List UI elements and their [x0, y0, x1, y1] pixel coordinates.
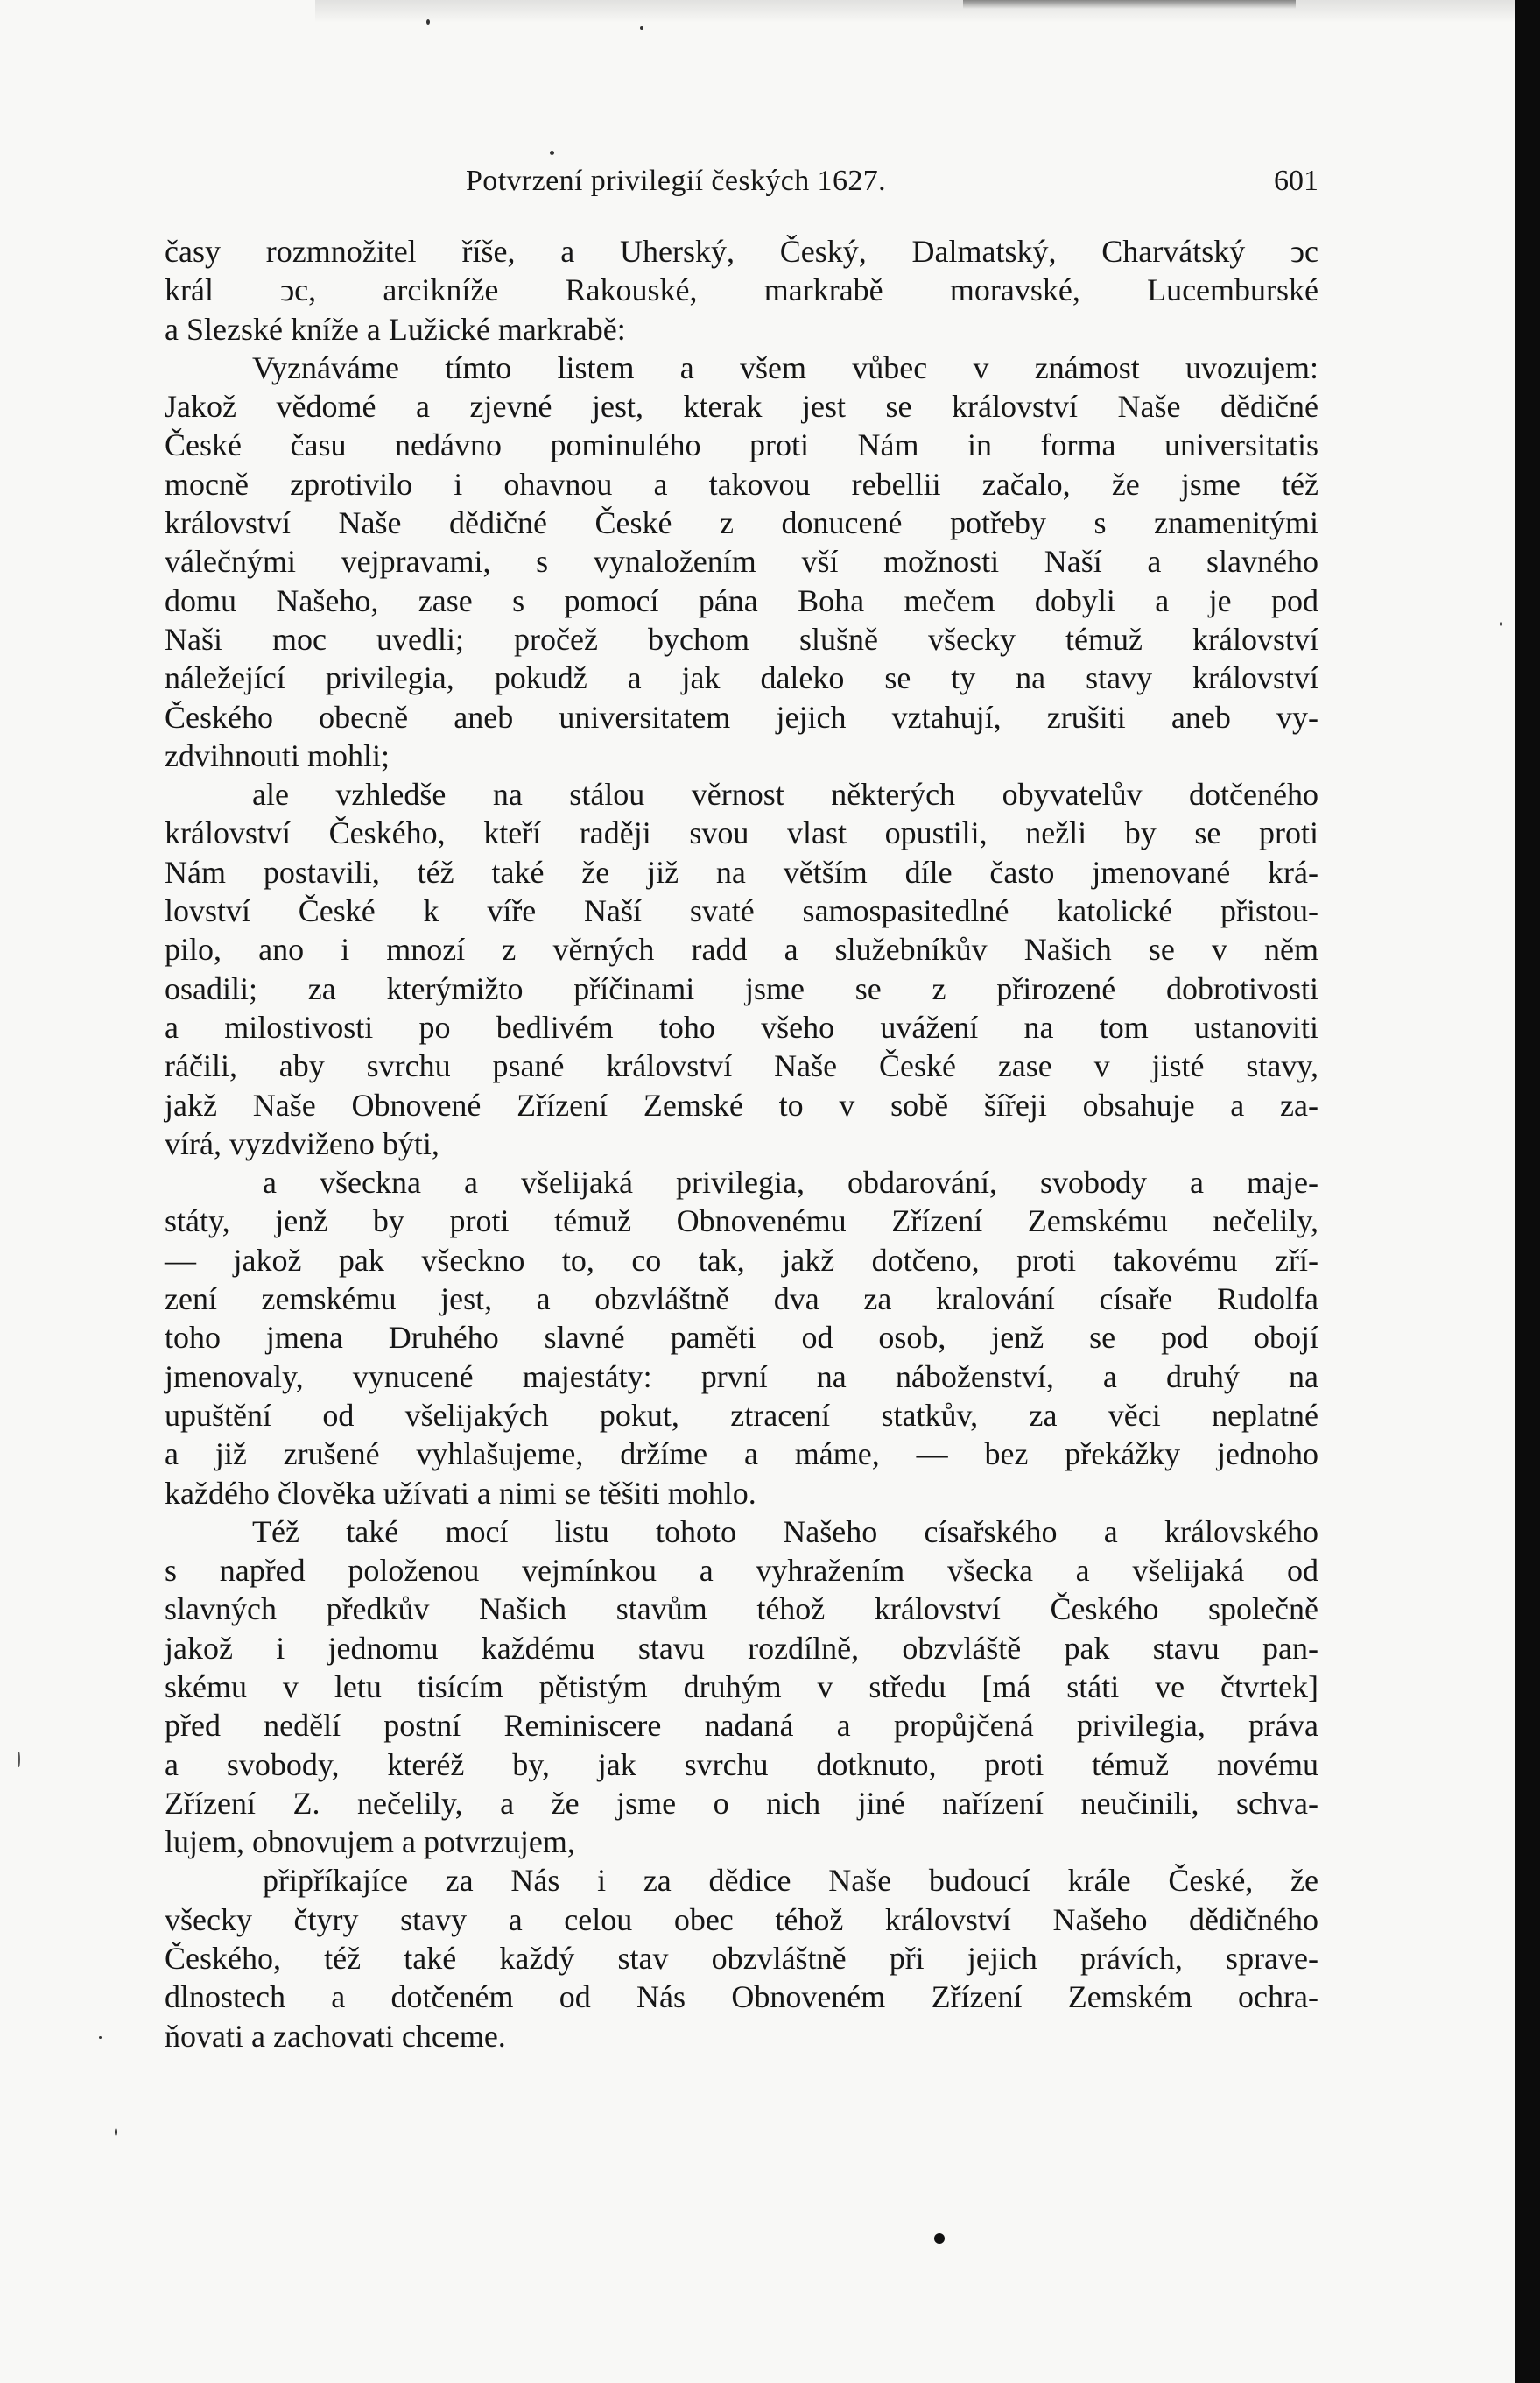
scan-speck — [1500, 622, 1502, 626]
text-line: upuštění od všelijakých pokut, ztracení statkův, za věci neplatné — [165, 1397, 1318, 1433]
text-line: toho jmena Druhého slavné paměti od osob, jenž se pod obojí — [165, 1320, 1318, 1356]
text-line: Jakož vědomé a zjevné jest, kterak jest se království Naše dědičné — [165, 389, 1318, 425]
bullet-mark-icon — [934, 2233, 945, 2244]
text-line: Českého, též také každý stav obzvláštně při jejich právích, sprave- — [165, 1941, 1318, 1977]
text-line: Naši moc uvedli; pročež bychom slušně všecky témuž království — [165, 621, 1318, 657]
text-line: zení zemskému jest, a obzvláštně dva za kralování císaře Rudolfa — [165, 1281, 1318, 1317]
text-line: zdvihnouti mohli; — [165, 737, 390, 773]
text-line: lovství České k víře Naší svaté samospasitedlné katolické přistou- — [165, 893, 1318, 929]
text-line: připříkajíce za Nás i za dědice Naše budoucí krále České, že — [263, 1863, 1318, 1899]
text-line: jmenovaly, vynucené majestáty: první na náboženství, a druhý na — [165, 1358, 1318, 1394]
text-line: Zřízení Z. nečelily, a že jsme o nich jiné nařízení neučinili, schva- — [165, 1785, 1318, 1821]
text-line: a milostivosti po bedlivém toho všeho uvážení na tom ustanoviti — [165, 1009, 1318, 1045]
text-line: každého člověka užívati a nimi se těšiti mohlo. — [165, 1475, 756, 1511]
text-line: slavných předkův Našich stavům téhož království Českého společně — [165, 1591, 1318, 1627]
text-line: a všecknа a všelijaká privilegia, obdarování, svobody a maje- — [263, 1165, 1318, 1201]
text-line: král ͻc, arcikníže Rakouské, markrabě moravské, Lucemburské — [165, 272, 1318, 308]
text-line: a již zrušené vyhlašujeme, držíme a máme, — bez překážky jednoho — [165, 1436, 1318, 1472]
scan-edge-border — [1515, 0, 1540, 2383]
text-line: a Slezské kníže a Lužické markrabě: — [165, 311, 626, 347]
text-line: časy rozmnožitel říše, a Uherský, Český, Dalmatský, Charvátský ͻc — [165, 234, 1318, 269]
text-line: jakž Naše Obnovené Zřízení Zemské to v sobě šířeji obsahuje a za- — [165, 1087, 1318, 1123]
text-line: mocně zprotivilo i ohavnou a takovou rebellii začalo, že jsme též — [165, 466, 1318, 502]
text-line: Českého obecně aneb universitatem jejich vztahují, zrušiti aneb vy- — [165, 699, 1318, 735]
running-title: Potvrzení privilegií českých 1627. — [466, 165, 887, 197]
text-line: jakož i jednomu každému stavu rozdílně, obzvláště pak stavu pan- — [165, 1630, 1318, 1666]
text-line: České času nedávno pominulého proti Nám in forma universitatis — [165, 427, 1318, 463]
text-line: státy, jenž by proti témuž Obnovenému Zřízení Zemskému nečelily, — [165, 1203, 1318, 1239]
text-line: vírá, vyzdviženo býti, — [165, 1125, 439, 1161]
text-line: válečnými vejpravami, s vynaložením vší možnosti Naší a slavného — [165, 544, 1318, 580]
text-line: ale vzhledše na stálou věrnost některých obyvatelův dotčeného — [252, 777, 1318, 813]
text-line: království Českého, kteří raději svou vlast opustili, nežli by se proti — [165, 815, 1318, 851]
text-line: Nám postavili, též také že již na větším díle často jmenované krá- — [165, 854, 1318, 890]
text-line: náležející privilegia, pokudž a jak daleko se ty na stavy království — [165, 660, 1318, 696]
text-line: ráčili, aby svrchu psané království Naše České zase v jisté stavy, — [165, 1048, 1318, 1084]
text-line: před nedělí postní Reminiscere nadaná a propůjčená privilegia, práva — [165, 1708, 1318, 1744]
text-line: skému v letu tisícím pětistým druhým v středu [má státi ve čtvrtek] — [165, 1668, 1318, 1704]
text-line: království Naše dědičné České z donucené potřeby s znamenitými — [165, 505, 1318, 541]
text-line: Též také mocí listu tohoto Našeho císařského a královského — [252, 1513, 1318, 1549]
text-line: Vyznáváme tímto listem a všem vůbec v známost uvozujem: — [252, 349, 1318, 385]
scan-speck — [426, 19, 430, 25]
document-body — [165, 232, 1318, 2055]
text-line: domu Našeho, zase s pomocí pána Boha mečem dobyli a je pod — [165, 582, 1318, 618]
text-line: všecky čtyry stavy a celou obec téhož království Našeho dědičného — [165, 1901, 1318, 1937]
scan-speck — [115, 2128, 117, 2136]
text-line: — jakož pak všeckno to, co tak, jakž dotčeno, proti takovému zří- — [165, 1242, 1318, 1278]
scan-speck — [550, 151, 554, 155]
text-line: ňovati a zachovati chceme. — [165, 2018, 506, 2054]
scan-speck — [640, 26, 643, 30]
scan-smudge-dark — [963, 0, 1296, 9]
scan-speck — [99, 2036, 102, 2039]
text-line: dlnostech a dotčeném od Nás Obnoveném Zřízení Zemském ochra- — [165, 1979, 1318, 2015]
text-line: s napřed položenou vejmínkou a vyhražením všecka a všelijaká od — [165, 1553, 1318, 1589]
scan-smudge-top — [315, 0, 1515, 23]
text-line: lujem, obnovujem a potvrzujem, — [165, 1824, 575, 1860]
text-line: pilo, ano i mnozí z věrných radd a služebníkův Našich se v něm — [165, 932, 1318, 968]
scan-speck — [18, 1752, 20, 1767]
text-line: a svobody, kteréž by, jak svrchu dotknuto, proti témuž novému — [165, 1746, 1318, 1782]
text-line: osadili; za kterýmižto příčinami jsme se z přirozené dobrotivosti — [165, 970, 1318, 1006]
page-number: 601 — [1274, 165, 1318, 197]
